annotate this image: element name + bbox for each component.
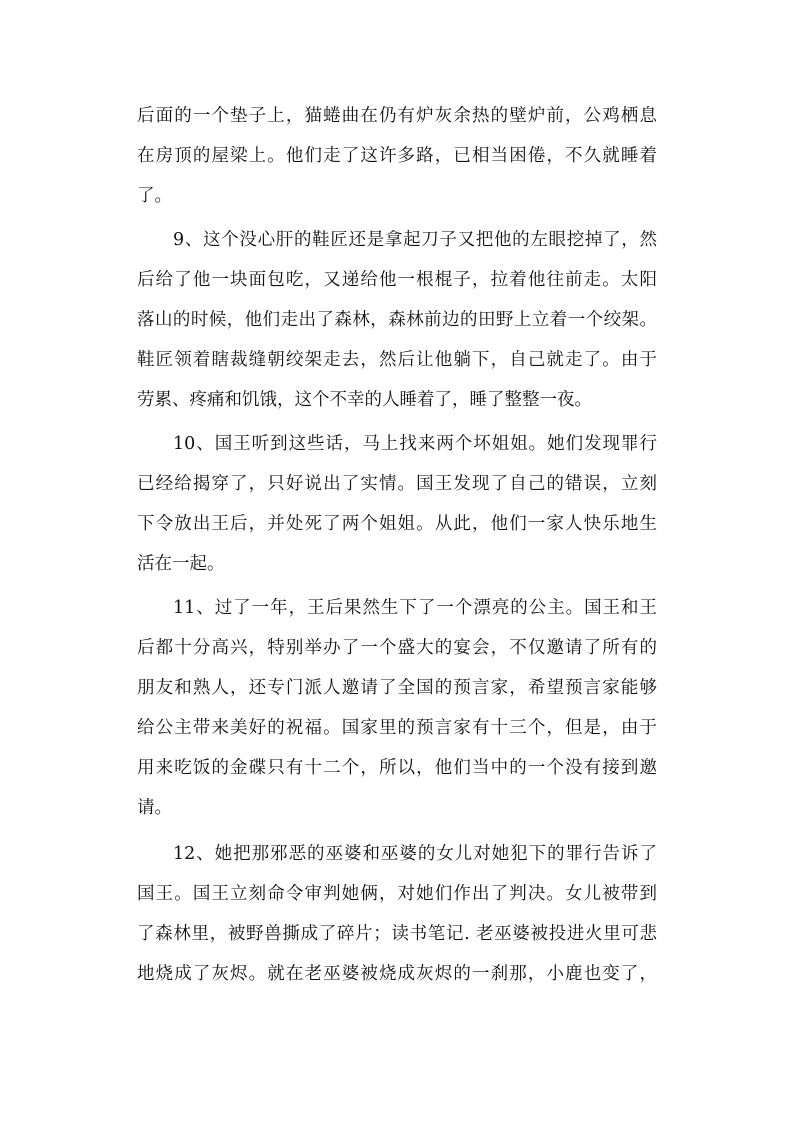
paragraph-continuation bbox=[137, 96, 657, 216]
paragraph-10 bbox=[137, 424, 657, 584]
text-line: 用来吃饭的金碟只有十二个，所以，他们当中的一个没有接到邀 bbox=[137, 758, 657, 778]
text-line: 地烧成了灰烬。就在老巫婆被烧成灰烬的一刹那，小鹿也变了， bbox=[137, 964, 657, 984]
paragraph-11 bbox=[137, 588, 657, 828]
paragraph-9 bbox=[137, 220, 657, 420]
text-line: 后都十分高兴，特别举办了一个盛大的宴会，不仅邀请了所有的 bbox=[137, 638, 657, 658]
paragraph-12 bbox=[137, 834, 657, 994]
text-line: 11、过了一年，王后果然生下了一个漂亮的公主。国王和王 bbox=[173, 598, 657, 618]
text-line: 鞋匠领着瞎裁缝朝绞架走去，然后让他躺下，自己就走了。由于 bbox=[137, 350, 657, 370]
text-line: 10、国王听到这些话，马上找来两个坏姐姐。她们发现罪行 bbox=[173, 434, 657, 454]
text-line: 请。 bbox=[137, 798, 172, 818]
text-line: 下令放出王后，并处死了两个姐姐。从此，他们一家人快乐地生 bbox=[137, 514, 657, 534]
text-line: 活在一起。 bbox=[137, 554, 225, 574]
text-line: 9、这个没心肝的鞋匠还是拿起刀子又把他的左眼挖掉了，然 bbox=[173, 230, 657, 250]
text-line: 朋友和熟人，还专门派人邀请了全国的预言家，希望预言家能够 bbox=[137, 678, 657, 698]
text-line: 国王。国王立刻命令审判她俩，对她们作出了判决。女儿被带到 bbox=[137, 884, 657, 904]
text-line: 后给了他一块面包吃，又递给他一根棍子，拉着他往前走。太阳 bbox=[137, 270, 657, 290]
text-line: 在房顶的屋梁上。他们走了这许多路，已相当困倦，不久就睡着 bbox=[137, 146, 657, 166]
text-line: 了。 bbox=[137, 186, 172, 206]
text-line: 给公主带来美好的祝福。国家里的预言家有十三个，但是，由于 bbox=[137, 718, 657, 738]
text-line: 后面的一个垫子上，猫蜷曲在仍有炉灰余热的壁炉前，公鸡栖息 bbox=[137, 106, 657, 126]
text-line: 12、她把那邪恶的巫婆和巫婆的女儿对她犯下的罪行告诉了 bbox=[173, 844, 657, 864]
text-line: 已经给揭穿了，只好说出了实情。国王发现了自己的错误，立刻 bbox=[137, 474, 657, 494]
text-line: 劳累、疼痛和饥饿，这个不幸的人睡着了，睡了整整一夜。 bbox=[137, 390, 592, 410]
text-line: 了森林里，被野兽撕成了碎片；读书笔记. 老巫婆被投进火里可悲 bbox=[137, 924, 657, 944]
text-line: 落山的时候，他们走出了森林，森林前边的田野上立着一个绞架。 bbox=[137, 310, 657, 330]
